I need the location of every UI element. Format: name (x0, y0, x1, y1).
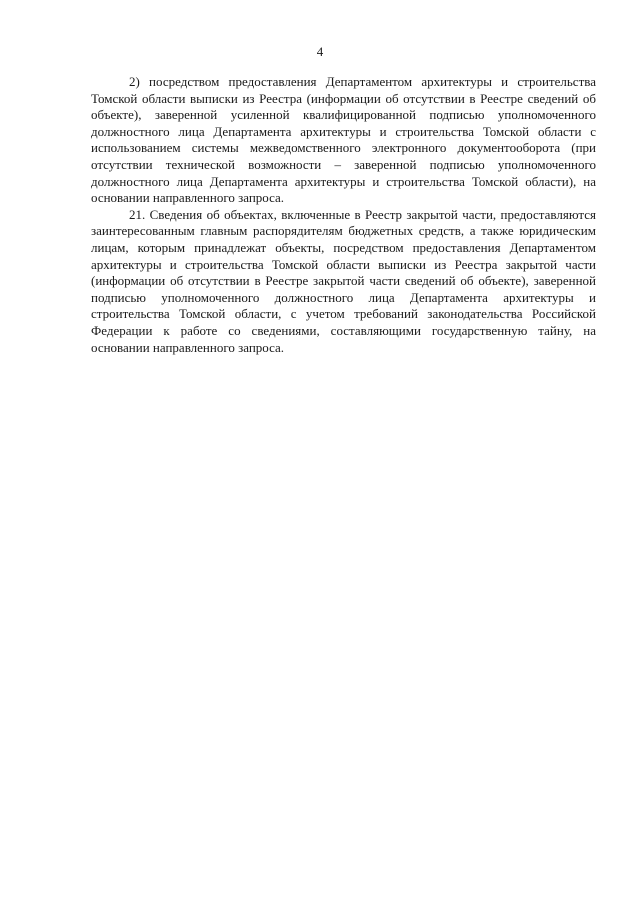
paragraph-clause-21: 21. Сведения об объектах, включенные в Реестр закрытой части, предоставляются заинтересованным главным распорядителям бюджетных средств, а также юридическим лицам, которым принадлежат объекты, посредством предоставления Департаментом архитектуры и строительства Томской области выписки из Реестра закрытой части (информации об отсутствии в Реестре закрытой части сведений об объекте), заверенной подписью уполномоченного должностного лица Департамента архитектуры и строительства Томской области, с учетом требований законодательства Российской Федерации к работе со сведениями, составляющими государственную тайну, на основании направленного запроса. (91, 206, 596, 355)
page-number: 4 (316, 44, 324, 59)
document-body (91, 74, 596, 356)
paragraph-item-2: 2) посредством предоставления Департаментом архитектуры и строительства Томской области выписки из Реестра (информации об отсутствии в Реестре сведений об объекте), заверенной усиленной квалифицированной подписью уполномоченного должностного лица Департамента архитектуры и строительства Томской области с использованием системы межведомственного электронного документооборота (при отсутствии технической возможности – заверенной подписью уполномоченного должностного лица Департамента архитектуры и строительства Томской области), на основании направленного запроса. (91, 74, 596, 206)
